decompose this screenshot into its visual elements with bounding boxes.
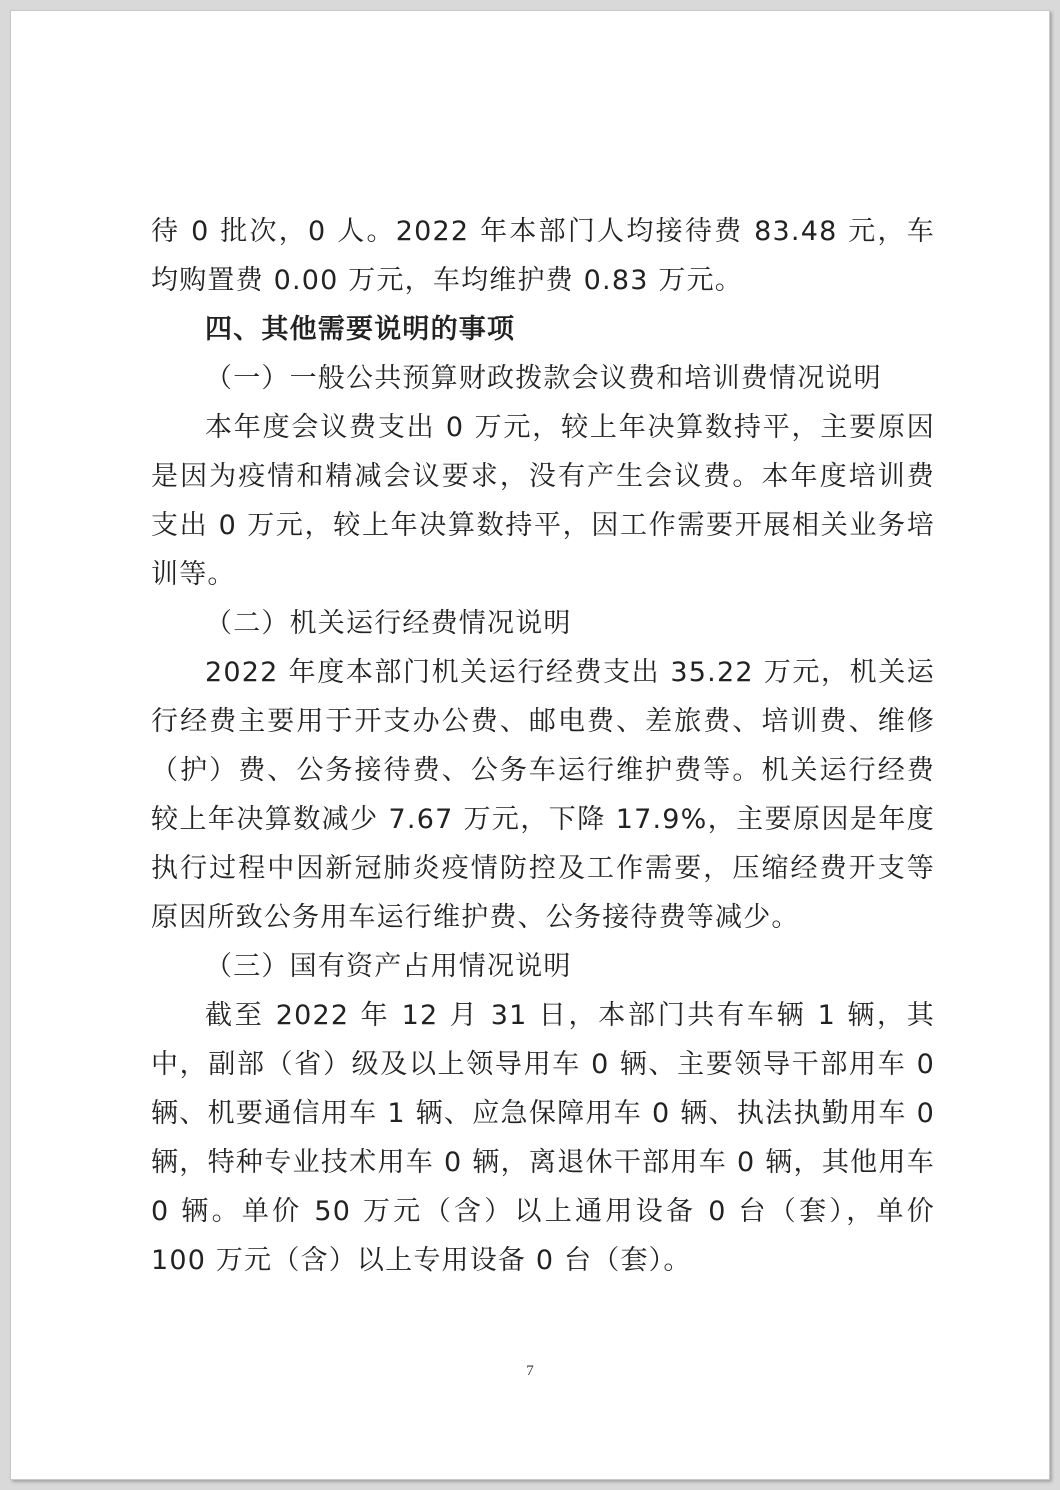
section-heading-other-matters: 四、其他需要说明的事项 — [205, 314, 516, 345]
paragraph-operating-expenses: 2022 年度本部门机关运行经费支出 35.22 万元，机关运行经费主要用于开支办公费、邮电费、差旅费、培训费、维修（护）费、公务接待费、公务车运行维护费等。机关运行经费较上年决算数减少 7.67 万元，下降 17.9%，主要原因是年度执行过程中因新冠肺炎疫情防控及工作需要，压缩经费开支等原因所致公务用车运行维护费、公务接待费等减少。 — [151, 657, 935, 933]
document-page — [10, 10, 1050, 1480]
document-body — [151, 207, 935, 1285]
subheading-operating-expenses: （二）机关运行经费情况说明 — [205, 608, 572, 639]
subheading-meeting-training-fees: （一）一般公共预算财政拨款会议费和培训费情况说明 — [205, 363, 882, 394]
paragraph-state-assets: 截至 2022 年 12 月 31 日，本部门共有车辆 1 辆，其中，副部（省）级及以上领导用车 0 辆、主要领导干部用车 0 辆、机要通信用车 1 辆、应急保障用车 0 辆、执法执勤用车 0 辆，特种专业技术用车 0 辆，离退休干部用车 0 辆，其他用车 0 辆。单价 50 万元（含）以上通用设备 0 台（套），单价 100 万元（含）以上专用设备 0 台（套）。 — [151, 1000, 935, 1276]
page-number: 7 — [526, 1363, 534, 1379]
paragraph-meeting-training-fees: 本年度会议费支出 0 万元，较上年决算数持平，主要原因是因为疫情和精减会议要求，没有产生会议费。本年度培训费支出 0 万元，较上年决算数持平，因工作需要开展相关业务培训等。 — [151, 412, 935, 590]
subheading-state-assets: （三）国有资产占用情况说明 — [205, 951, 572, 982]
paragraph-reception-costs: 待 0 批次，0 人。2022 年本部门人均接待费 83.48 元，车均购置费 0.00 万元，车均维护费 0.83 万元。 — [151, 216, 935, 296]
